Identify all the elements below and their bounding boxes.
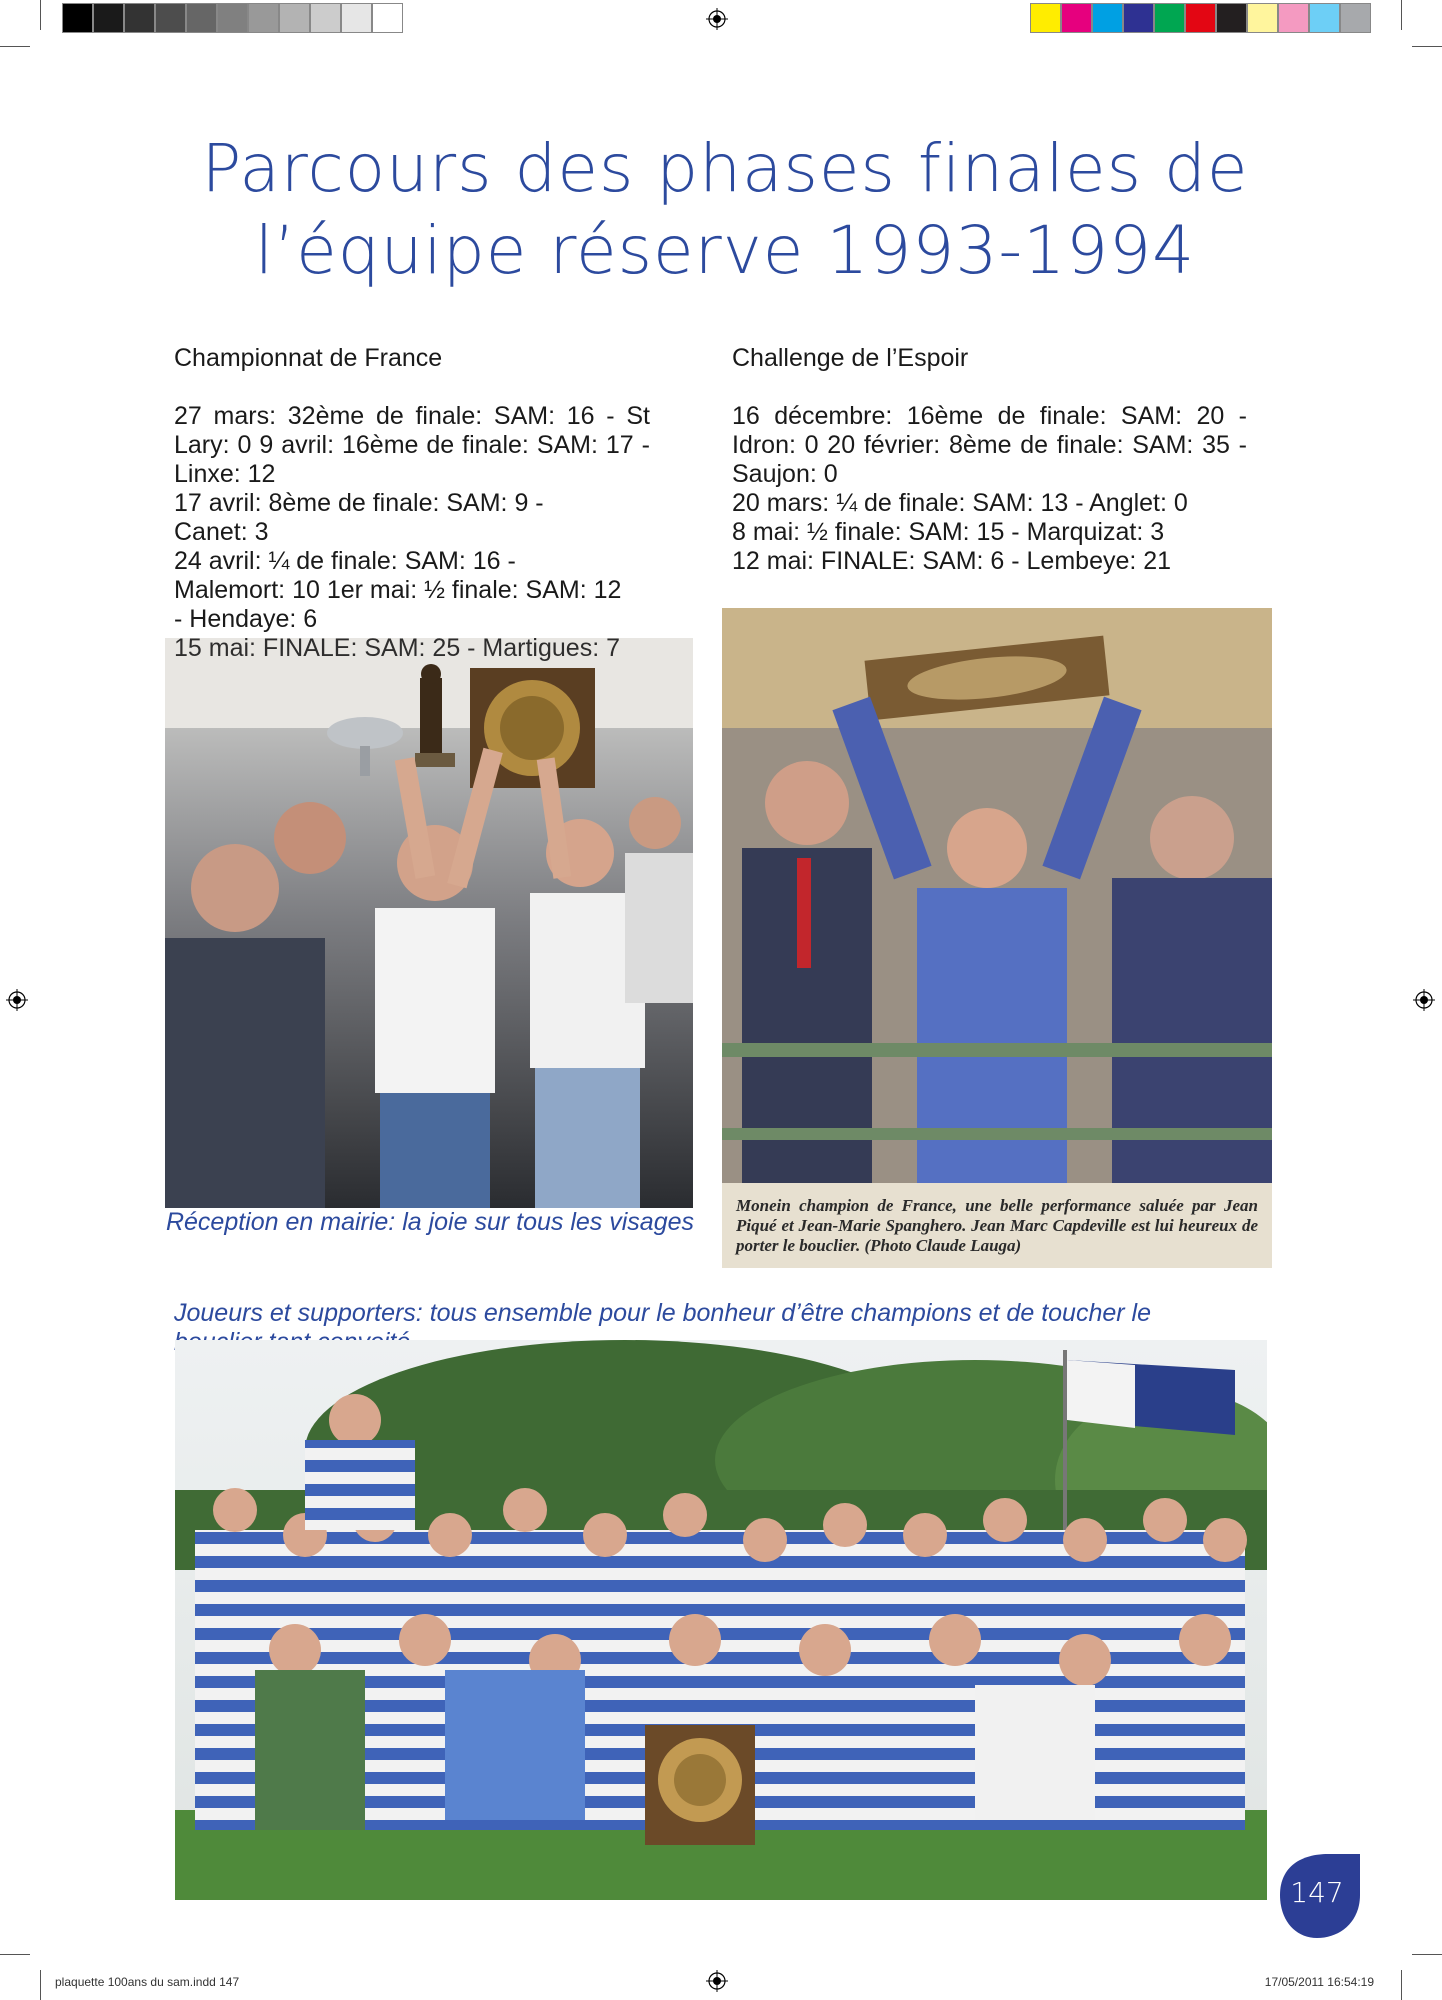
slug-timestamp: 17/05/2011 16:54:19 bbox=[1264, 1975, 1374, 1989]
crop-mark bbox=[0, 1954, 30, 1955]
challenge-espoir-column bbox=[732, 344, 1247, 576]
gray-swatch bbox=[217, 3, 248, 33]
press-clipping-photo bbox=[722, 608, 1272, 1183]
challenge-results-3: 8 mai: ½ finale: SAM: 15 - Marquizat: 3 bbox=[732, 518, 1165, 546]
challenge-heading: Challenge de l’Espoir bbox=[732, 344, 969, 372]
photo-reception-mairie bbox=[165, 638, 693, 1208]
gray-swatch bbox=[62, 3, 93, 33]
registration-mark-icon bbox=[706, 8, 728, 30]
championnat-column bbox=[174, 344, 650, 663]
color-swatch bbox=[1185, 3, 1216, 33]
gray-swatch bbox=[93, 3, 124, 33]
color-swatch bbox=[1216, 3, 1247, 33]
page-title-line-1: Parcours des phases finales de bbox=[201, 130, 1249, 207]
crop-mark bbox=[1401, 1970, 1402, 2000]
color-swatch bbox=[1340, 3, 1371, 33]
challenge-results-2: 20 mars: ¼ de finale: SAM: 13 - Anglet: 0 bbox=[732, 489, 1188, 517]
team-celebration-illustration bbox=[175, 1340, 1267, 1900]
gray-swatch bbox=[186, 3, 217, 33]
championnat-results-3: 24 avril: ¼ de finale: SAM: 16 - Malemort: 10 1er mai: ½ finale: SAM: 12 - Hendaye: 6 bbox=[174, 547, 622, 633]
gray-swatch bbox=[155, 3, 186, 33]
gray-swatch bbox=[279, 3, 310, 33]
gray-swatch bbox=[310, 3, 341, 33]
gray-swatch bbox=[372, 3, 403, 33]
crop-mark bbox=[1401, 0, 1402, 30]
championnat-results-2: 17 avril: 8ème de finale: SAM: 9 - Canet: 3 bbox=[174, 489, 544, 546]
crop-mark bbox=[40, 0, 41, 30]
color-swatch bbox=[1030, 3, 1061, 33]
registration-mark-icon bbox=[6, 989, 28, 1011]
crop-mark bbox=[1412, 46, 1442, 47]
crop-mark bbox=[0, 46, 30, 47]
challenge-results-4: 12 mai: FINALE: SAM: 6 - Lembeye: 21 bbox=[732, 547, 1172, 575]
caption-team-photo: Joueurs et supporters: tous ensemble pour le bonheur d’être champions et de toucher le bbox=[174, 1299, 1151, 1327]
color-swatch bbox=[1092, 3, 1123, 33]
gray-swatch bbox=[248, 3, 279, 33]
challenge-results-1: 16 décembre: 16ème de finale: SAM: 20 - Idron: 0 20 février: 8ème de finale: SAM: 35 - Saujon: 0 bbox=[732, 402, 1247, 488]
color-swatch bbox=[1123, 3, 1154, 33]
press-clipping bbox=[722, 608, 1272, 1268]
registration-mark-icon bbox=[1413, 989, 1435, 1011]
color-swatch bbox=[1309, 3, 1340, 33]
photo-reception-illustration bbox=[165, 638, 693, 1208]
gray-swatch bbox=[124, 3, 155, 33]
crop-mark bbox=[40, 1970, 41, 2000]
color-swatch bbox=[1278, 3, 1309, 33]
championnat-heading: Championnat de France bbox=[174, 344, 443, 372]
page-title bbox=[120, 128, 1330, 292]
photo-team-celebration bbox=[175, 1340, 1267, 1900]
crop-mark bbox=[1412, 1954, 1442, 1955]
championnat-results-1: 27 mars: 32ème de finale: SAM: 16 - St Lary: 0 9 avril: 16ème de finale: SAM: 17 - Linxe: 12 bbox=[174, 402, 650, 488]
color-swatch bbox=[1061, 3, 1092, 33]
color-swatch bbox=[1154, 3, 1185, 33]
caption-reception: Réception en mairie: la joie sur tous les visages bbox=[165, 1208, 695, 1236]
slug-filename: plaquette 100ans du sam.indd 147 bbox=[55, 1975, 240, 1989]
gray-swatch bbox=[341, 3, 372, 33]
page-number: 147 bbox=[1290, 1876, 1344, 1909]
color-swatch bbox=[1247, 3, 1278, 33]
registration-mark-icon bbox=[706, 1970, 728, 1992]
page-number-badge bbox=[1270, 1848, 1364, 1942]
page-title-line-2: l’équipe réserve 1993-1994 bbox=[254, 212, 1196, 289]
press-clipping-caption: Monein champion de France, une belle performance saluée par Jean Piqué et Jean-Marie Spanghero. Jean Marc Capdeville est lui heureux de porter le bouclier. (Photo Claude Lauga) bbox=[736, 1196, 1258, 1255]
championnat-results-4: 15 mai: FINALE: SAM: 25 - Martigues: 7 bbox=[174, 634, 620, 662]
